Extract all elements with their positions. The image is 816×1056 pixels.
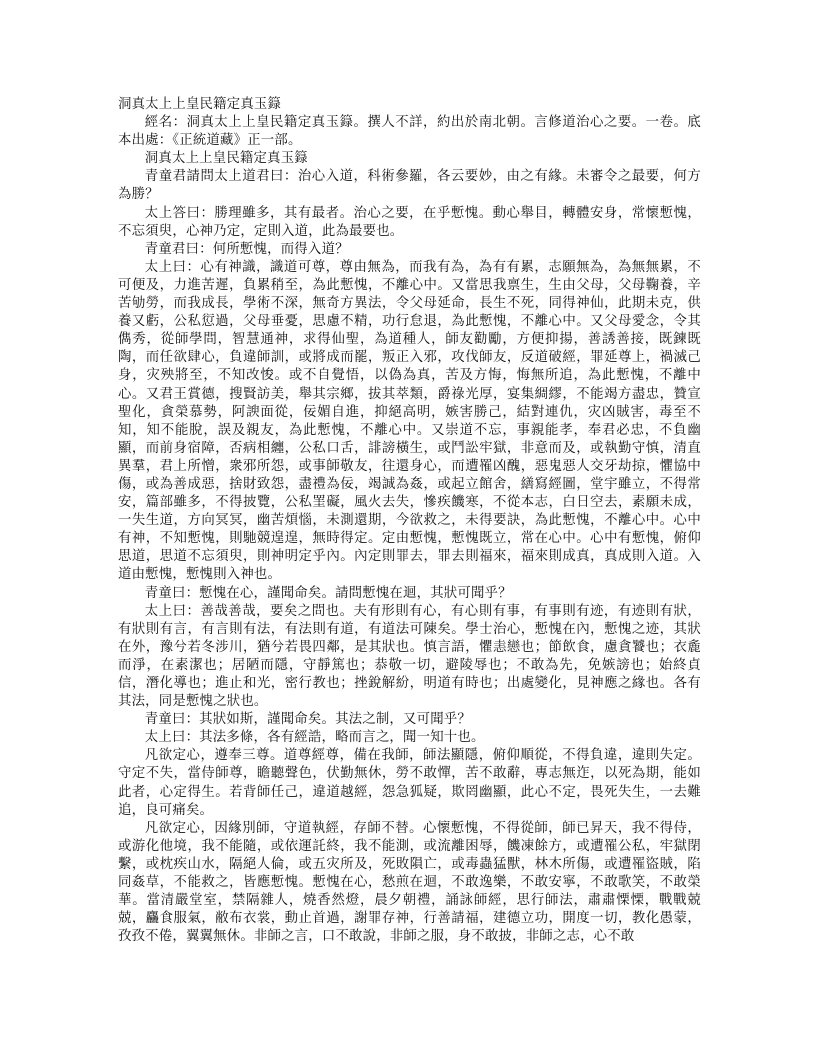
paragraph-taishang-answer-2: 太上曰：心有神識，識道可尊，尊由無為，而我有為，為有有累，志願無為，為無無累，不可便及，力進苦遲，負累稍至，為此慙愧，不離心中。又當思我禀生，生由父母，父母鞠養，辛苦劬勞，而我成長，學術不深，無奇方異法，令父母延命，長生不死，同得神仙，此期未克，供養又虧，公私愆過，父母垂憂，思慮不精，功行怠退，為此慙愧，不離心中。又父母愛念，令其儁秀，從師學問，智慧通神，求得仙聖，為道種人，師友勸勵，方便抑揚，善誘善接，既鍊既陶，而任欲肆心，負違師訓，或將成而罷，叛正入邪，攻伐師友，反道破經，罪延尊上，禍滅己身，灾殃將至，不知改悛。或不自覺悟，以偽為真，苦及方悔，悔無所追，為此慙愧，不離中心。又君王賞德，搜賢訪美，舉其宗鄉，拔其萃類，爵祿光厚，宴集綢繆，不能竭方盡忠，贊宣聖化，貪榮慕勢，阿諛面從，佞媚自進，抑絕高明，嫉害勝己，結對連仇，灾凶賊害，毒至不知，知不能脫，誤及親友，為此慙愧，不離心中。又崇道不忘，事親能孝，奉君必忠，不負幽顯，而前身宿障，否病相纏，公私口舌，誹謗橫生，或鬥訟牢獄，非意而及，或執勤守慎，清直異羣，君上所憎，衆邪所怨，或事師敬友，往還身心，而遭罹凶醜，惡鬼惡人交牙劫掠，懼協中傷，或為善成惡，捨財致怨，盡禮為佞，竭誠為姦，或起立館舍，繕寫經圖，堂宇雖立，不得常安，篇部雖多，不得披覽，公私罣礙，風火去失，慘疾饑寒，不從本志，白日空去，素願未成，一失生道，方向冥冥，幽苦煩惱，未測還期，今欲救之，未得要訣，為此慙愧，不離心中。心中有神，不知慙愧，則馳競遑遑，無時得定。定由慙愧，慙愧既立，常在心中。心中有慙愧，俯仰思道，思道不忘須臾，則神明定乎內。內定則罪去，罪去則福來，福來則成真，真成則入道。入道由慙愧，慙愧則入神也。 [118,259,701,583]
paragraph-taishang-answer-1: 太上答曰：勝理雖多，其有最者。治心之要，在乎慙愧。動心舉目，轉體安身，常懷慙愧，不忘須臾，心神乃定，定則入道，此為最要也。 [118,205,701,239]
paragraph-taishang-answer-3: 太上曰：善哉善哉，要矣之問也。夫有形則有心，有心則有事，有事則有迹，有迹則有狀，有狀則有言，有言則有法，有法則有道，有道法可陳矣。學士治心，慙愧在內，慙愧之迹，其狀在外，豫兮若冬涉川，猶兮若畏四鄰，是其狀也。慎言語，懼恚戀也；節飲食，慮貪饕也；衣麁而淨，在素潔也；居陋而隱，守靜篤也；恭敬一切，避陵辱也；不敢為先，免嫉謗也；始終貞信，潛化導也；進止和光，密行教也；挫銳解紛，明道有時也；出處變化，見神應之緣也。各有其法，同是慙愧之狀也。 [118,603,701,710]
paragraph-qingtong-question-2: 青童君曰：何所慙愧，而得入道？ [144,241,349,257]
paragraph-qingtong-question-3: 青童曰：慙愧在心，謹聞命矣。請問慙愧在迴，其狀可聞乎？ [144,585,512,601]
document-title: 洞真太上上皇民籍定真玉籙 [118,97,282,112]
paragraph-three-venerables: 凡欲定心，遵奉三尊。道尊經尊，備在我師，師法顯隱，俯仰順從，不得負違，違則失定。守定不失，當侍師尊，瞻聽聲色，伏勤無休，勞不敢憚，苦不敢辭，專志無迮，以死為期，能如此者，心定得生。若背師任己，違道越經，怨急狐疑，欺罔幽顯，此心不定，畏死失生，一去難追，良可痛矣。 [118,748,701,818]
paragraph-parting-from-master: 凡欲定心，因緣別師，守道執經，存師不替。心懷慙愧，不得從師，師已昇天，我不得侍，或游化他境，我不能隨，或依運託終，我不能測，或流離困辱，饑凍餘方，或遭罹公私，牢獄閉繫，或枕疾山水，隔絕人倫，或五灾所及，死敗隕亡，或毒蟲猛獸，林木所傷，或遭罹盜賊，陷同姦草，不能救之，皆應慙愧。慙愧在心，愁煎在迴，不敢逸樂，不敢安寧，不敢歌笑，不敢榮華。當清嚴堂室，禁隔雜人，燒香然燈，晨夕朝禮，誦詠師經，思行師法，肅肅慄慄，戰戰兢兢，麤食服氣，敝布衣裳，動止首過，謝罪存神，行善請福，建德立功，開度一切，教化愚蒙，孜孜不倦，翼翼無休。非師之言，口不敢說，非師之服，身不敢披，非師之志，心不敢 [118,820,701,945]
document-page [118,96,701,946]
paragraph-scripture-info: 經名：洞真太上上皇民籍定真玉籙。撰人不詳，約出於南北朝。言修道治心之要。一卷。底本出處：《正統道藏》正一部。 [118,115,701,149]
paragraph-qingtong-question-4: 青童曰：其狀如斯，謹聞命矣。其法之制，又可聞乎？ [144,712,471,728]
paragraph-subtitle: 洞真太上上皇民籍定真玉籙 [144,151,308,167]
paragraph-qingtong-question-1: 青童君請問太上道君曰：治心入道，科術參羅，各云要妙，由之有緣。未審令之最要，何方為勝？ [118,169,701,203]
paragraph-taishang-answer-4: 太上曰：其法多條，各有經誥，略而言之，聞一知十也。 [144,730,485,746]
